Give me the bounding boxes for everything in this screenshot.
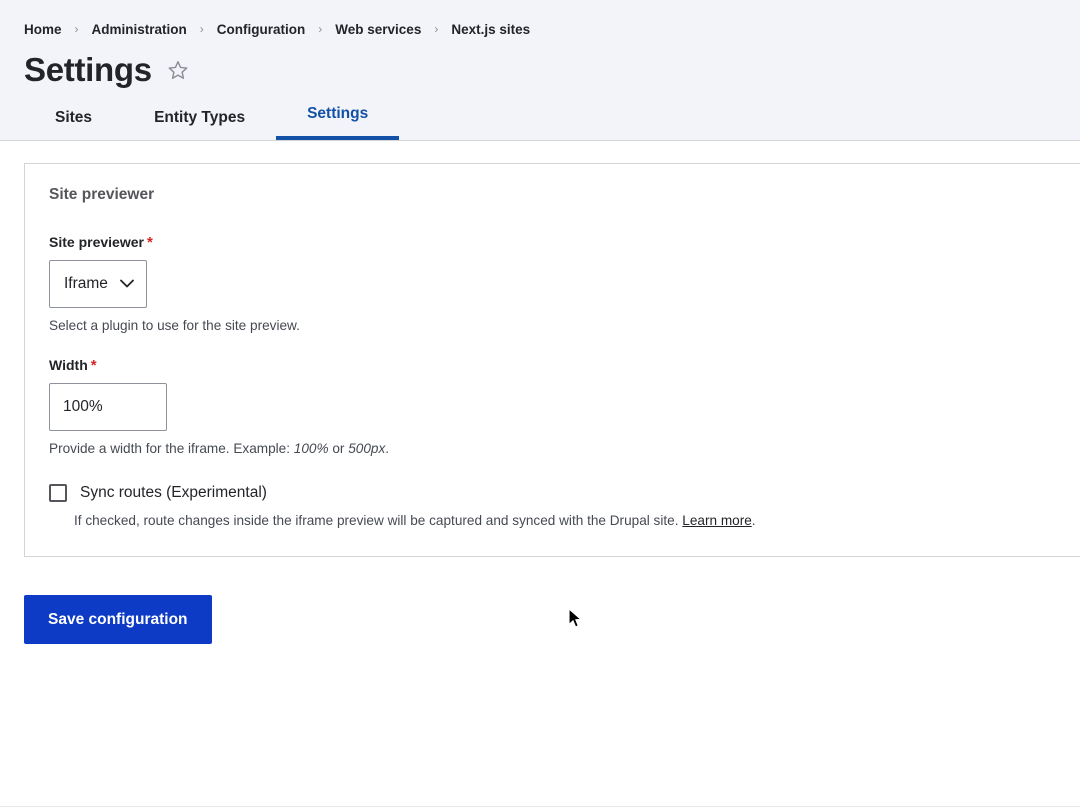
sync-routes-checkbox[interactable] xyxy=(49,484,67,502)
learn-more-link[interactable]: Learn more xyxy=(682,513,752,528)
width-input[interactable] xyxy=(49,383,167,431)
sync-routes-description-text: If checked, route changes inside the iframe preview will be captured and synced with the Drupal site. xyxy=(74,513,683,528)
breadcrumb-separator-icon: › xyxy=(434,22,439,36)
save-configuration-button[interactable]: Save configuration xyxy=(24,595,212,644)
site-previewer-select-wrap xyxy=(49,260,147,308)
breadcrumb-separator-icon: › xyxy=(318,22,323,36)
tab-sites[interactable]: Sites xyxy=(55,109,93,126)
breadcrumb-separator-icon: › xyxy=(199,22,204,36)
breadcrumb-item-home[interactable]: Home xyxy=(24,21,62,37)
title-row xyxy=(0,40,1080,92)
tab-settings[interactable]: Settings xyxy=(276,104,399,140)
breadcrumb-separator-icon: › xyxy=(74,22,79,36)
site-previewer-select[interactable] xyxy=(49,260,147,308)
tab-bar xyxy=(0,92,1080,140)
width-description-suffix: . xyxy=(385,441,390,456)
sync-routes-description-suffix: . xyxy=(751,513,756,528)
main-content xyxy=(0,141,1080,644)
tab-entity-types[interactable]: Entity Types xyxy=(154,109,246,126)
breadcrumb-item-nextjs-sites[interactable]: Next.js sites xyxy=(451,21,531,37)
breadcrumb-item-administration[interactable]: Administration xyxy=(91,21,187,37)
width-example-percent: 100% xyxy=(293,441,329,456)
sync-routes-label[interactable]: Sync routes (Experimental) xyxy=(80,484,267,501)
width-label-text: Width xyxy=(49,357,88,373)
breadcrumb-item-web-services[interactable]: Web services xyxy=(335,21,422,37)
page-title: Settings xyxy=(24,51,152,88)
width-description xyxy=(49,440,1080,458)
site-previewer-panel xyxy=(24,163,1080,557)
form-actions xyxy=(24,557,1080,644)
site-previewer-label-text: Site previewer xyxy=(49,234,144,250)
width-description-prefix: Provide a width for the iframe. Example: xyxy=(49,441,294,456)
width-field xyxy=(49,357,1080,458)
panel-title: Site previewer xyxy=(49,186,155,203)
bottom-edge xyxy=(0,806,1080,810)
star-outline-icon[interactable] xyxy=(166,58,190,82)
width-description-or: or xyxy=(328,441,349,456)
site-previewer-label xyxy=(49,234,1080,251)
sync-routes-description xyxy=(74,512,1080,530)
required-marker: * xyxy=(146,234,153,251)
site-previewer-description: Select a plugin to use for the site preview. xyxy=(49,318,300,333)
page-header xyxy=(0,0,1080,141)
breadcrumb-item-configuration[interactable]: Configuration xyxy=(216,21,306,37)
width-label xyxy=(49,357,1080,374)
site-previewer-field xyxy=(49,234,1080,335)
breadcrumb xyxy=(0,18,1080,40)
required-marker: * xyxy=(90,357,97,374)
width-example-px: 500px xyxy=(348,441,386,456)
sync-routes-row xyxy=(49,484,1080,502)
